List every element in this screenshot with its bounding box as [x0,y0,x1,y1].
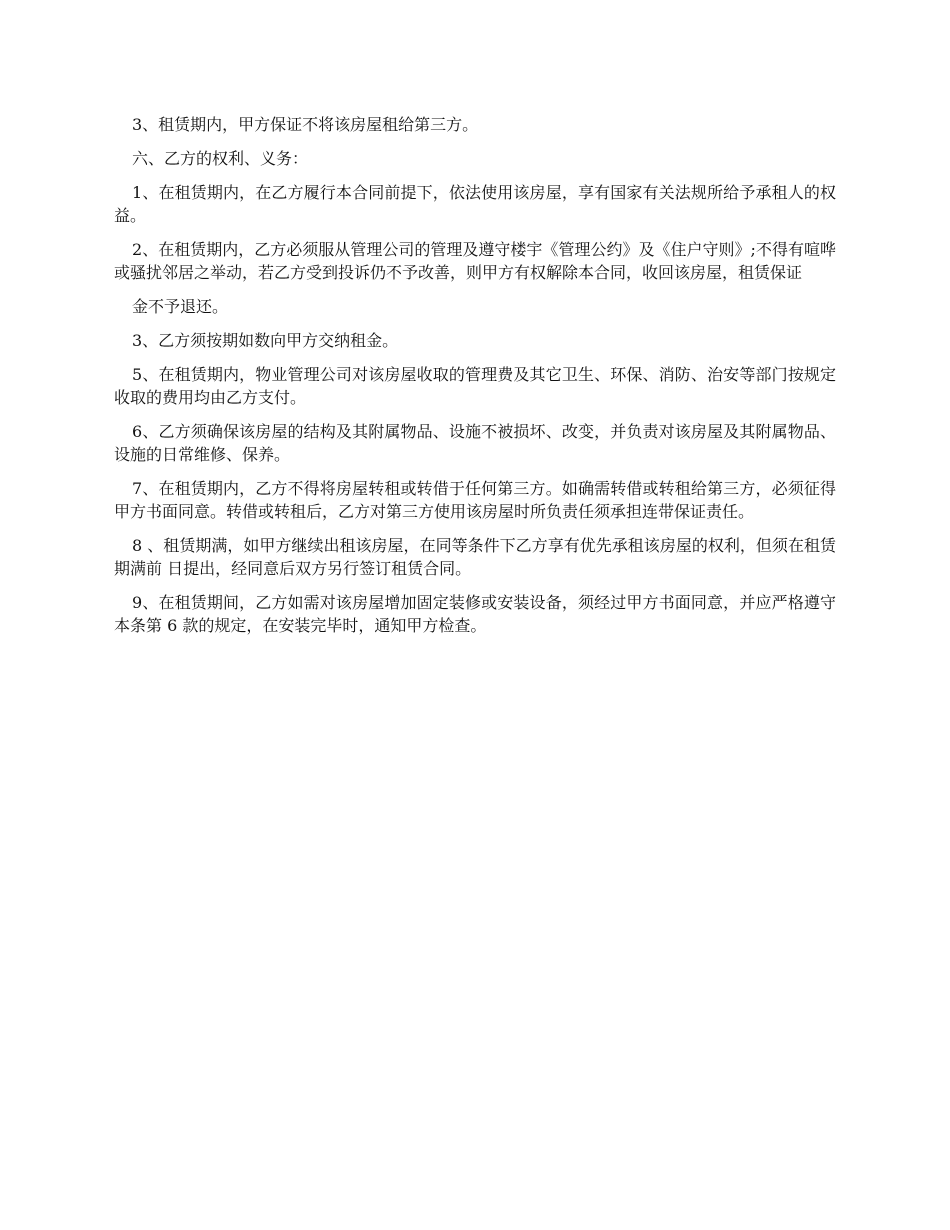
paragraph-clause-7-sublease: 7、在租赁期内，乙方不得将房屋转租或转借于任何第三方。如确需转借或转租给第三方，必须征得甲方书面同意。转借或转租后，乙方对第三方使用该房屋时所负责任须承担连带保证责任。 [114,479,836,521]
paragraph-clause-2-continuation: 金不予退还。 [132,297,229,316]
paragraph-clause-3-rent: 3、乙方须按期如数向甲方交纳租金。 [132,331,399,350]
paragraph-clause-6-maintenance: 6、乙方须确保该房屋的结构及其附属物品、设施不被损坏、改变，并负责对该房屋及其附属物品、设施的日常维修、保养。 [114,422,836,464]
paragraph-clause-1-rights: 1、在租赁期内，在乙方履行本合同前提下，依法使用该房屋，享有国家有关法规所给予承租人的权益。 [114,183,836,225]
document-body [114,113,836,648]
paragraph-clause-5-fees: 5、在租赁期内，物业管理公司对该房屋收取的管理费及其它卫生、环保、消防、治安等部门按规定收取的费用均由乙方支付。 [114,365,836,407]
paragraph-section-6-heading: 六、乙方的权利、义务： [132,149,309,168]
paragraph-clause-2-management: 2、在租赁期内，乙方必须服从管理公司的管理及遵守楼宇《管理公约》及《住户守则》;不得有喧哗或骚扰邻居之举动，若乙方受到投诉仍不予改善，则甲方有权解除本合同，收回该房屋，租赁保证 [114,240,836,282]
paragraph-clause-9-renovation: 9、在租赁期间，乙方如需对该房屋增加固定装修或安装设备，须经过甲方书面同意，并应严格遵守本条第 6 款的规定，在安装完毕时，通知甲方检查。 [114,593,836,635]
paragraph-clause-3-no-sublet: 3、租赁期内，甲方保证不将该房屋租给第三方。 [132,115,479,134]
paragraph-clause-8-renewal: 8 、租赁期满，如甲方继续出租该房屋，在同等条件下乙方享有优先承租该房屋的权利，但须在租赁期满前 日提出，经同意后双方另行签订租赁合同。 [114,536,836,578]
